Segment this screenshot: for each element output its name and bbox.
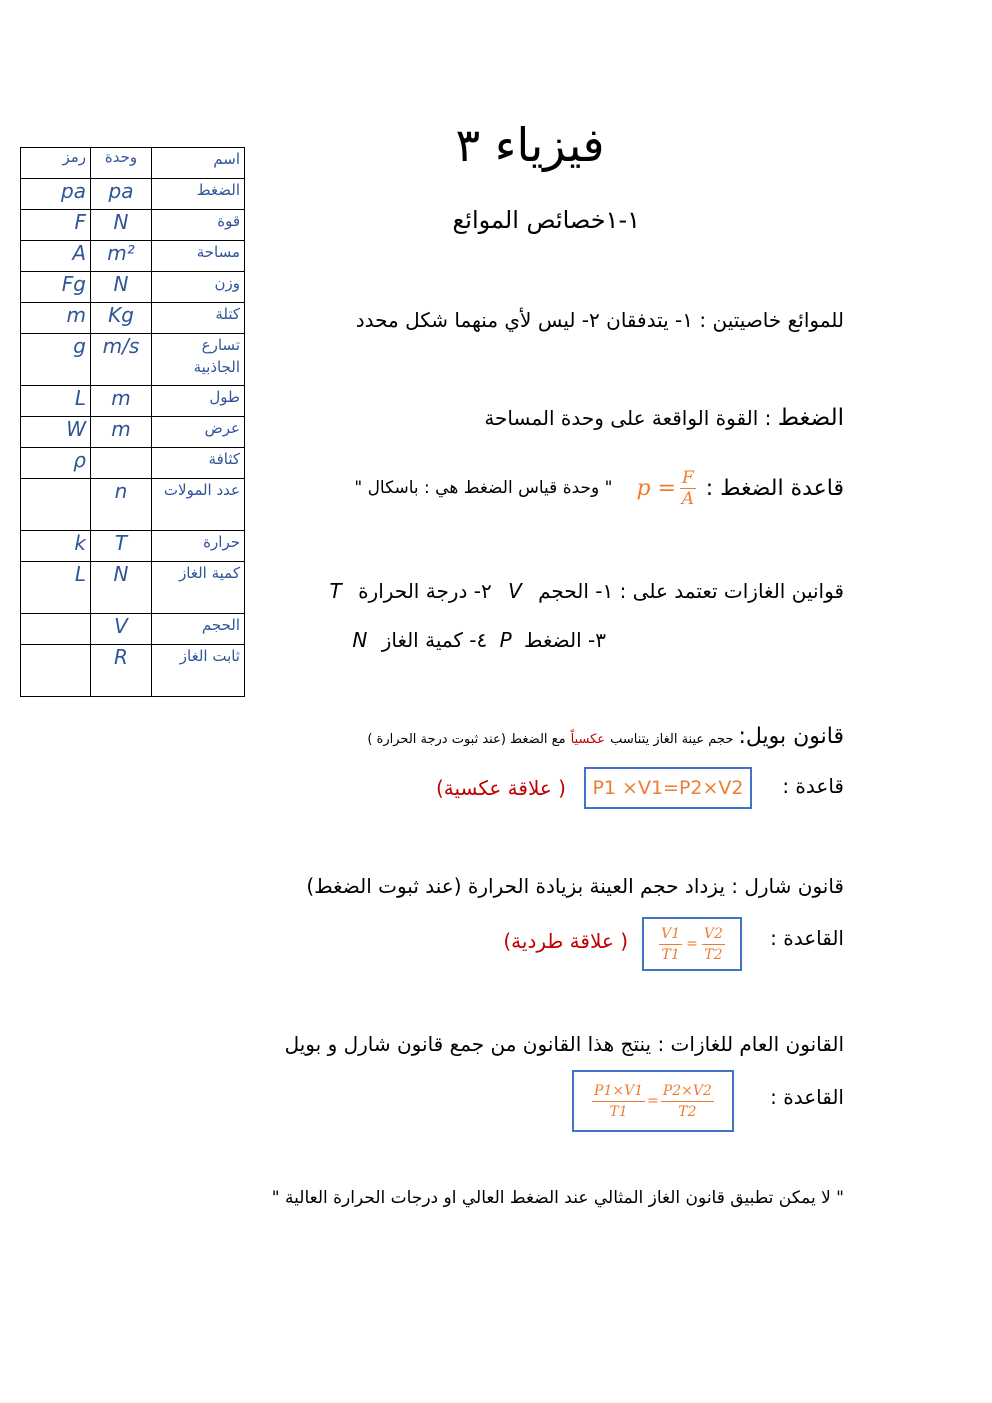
pressure-formula xyxy=(636,468,695,509)
charles-equals: = xyxy=(686,936,698,952)
header-unit: وحدة xyxy=(91,148,152,179)
table-cell-symbol: A xyxy=(21,241,91,272)
table-cell-unit: m/s xyxy=(91,334,152,386)
general-formula xyxy=(572,1070,734,1132)
gas-laws-line-1 xyxy=(330,579,845,603)
table-cell-symbol xyxy=(21,479,91,531)
header-symbol: رمز xyxy=(21,148,91,179)
section-heading: ١-١خصائص الموائع xyxy=(452,206,640,234)
table-row xyxy=(21,334,245,386)
boyle-desc-2: مع الضغط (عند ثبوت درجة الحرارة ) xyxy=(367,732,566,747)
amount-symbol: N xyxy=(352,628,368,652)
pressure-fraction xyxy=(680,468,696,509)
table-cell-symbol: W xyxy=(21,417,91,448)
pressure-rule-label: قاعدة الضغط : xyxy=(705,475,844,501)
pressure-numerator: F xyxy=(681,467,694,488)
table-cell-name: عدد المولات xyxy=(152,479,245,531)
boyle-formula: P1 ×V1=P2×V2 xyxy=(584,767,752,809)
pressure-definition xyxy=(484,405,844,431)
general-fraction-1 xyxy=(592,1081,645,1122)
gas-laws-amount-text: ٤- كمية الغاز xyxy=(381,628,488,652)
table-cell-unit: N xyxy=(91,562,152,614)
table-row xyxy=(21,210,245,241)
table-cell-name: كتلة xyxy=(152,303,245,334)
gas-laws-volume-text: قوانين الغازات تعتمد على : ١- الحجم xyxy=(538,579,844,603)
charles-rule-label: القاعدة : xyxy=(770,926,844,950)
table-cell-name: كثافة xyxy=(152,448,245,479)
table-cell-symbol: pa xyxy=(21,179,91,210)
general-equals: = xyxy=(647,1093,659,1109)
charles-law-line: قانون شارل : يزداد حجم العينة بزيادة الحرارة (عند ثبوت الضغط) xyxy=(306,874,844,898)
boyle-law-line xyxy=(367,724,844,749)
general-den-2: T2 xyxy=(678,1103,697,1120)
table-cell-name: ثابت الغاز xyxy=(152,645,245,697)
table-cell-name: الحجم xyxy=(152,614,245,645)
charles-den-1: T1 xyxy=(661,946,680,963)
charles-num-1: V1 xyxy=(659,924,682,945)
pressure-symbol: P xyxy=(499,628,512,652)
table-cell-name: الضغط xyxy=(152,179,245,210)
charles-formula xyxy=(642,917,742,971)
table-cell-name: حرارة xyxy=(152,531,245,562)
table-cell-unit: m xyxy=(91,386,152,417)
table-row xyxy=(21,531,245,562)
table-cell-unit: m xyxy=(91,417,152,448)
table-cell-symbol: ρ xyxy=(21,448,91,479)
boyle-desc-inverse: عكسياً xyxy=(570,732,606,747)
table-cell-unit: Kg xyxy=(91,303,152,334)
pressure-label: الضغط xyxy=(777,405,844,431)
table-cell-name: مساحة xyxy=(152,241,245,272)
table-cell-unit: pa xyxy=(91,179,152,210)
temperature-symbol: T xyxy=(329,579,342,603)
table-row xyxy=(21,614,245,645)
table-row xyxy=(21,272,245,303)
table-row xyxy=(21,448,245,479)
table-cell-name: وزن xyxy=(152,272,245,303)
table-row xyxy=(21,562,245,614)
charles-fraction-2 xyxy=(702,924,725,965)
general-den-1: T1 xyxy=(609,1103,628,1120)
table-cell-unit: N xyxy=(91,210,152,241)
pressure-denominator: A xyxy=(681,488,695,509)
table-cell-unit: m² xyxy=(91,241,152,272)
table-cell-name: كمية الغاز xyxy=(152,562,245,614)
table-cell-symbol: L xyxy=(21,386,91,417)
gas-laws-temperature-text: ٢- درجة الحرارة xyxy=(358,579,492,603)
table-cell-symbol: g xyxy=(21,334,91,386)
pressure-definition-text: : القوة الواقعة على وحدة المساحة xyxy=(484,406,772,430)
table-cell-unit xyxy=(91,448,152,479)
table-cell-unit: n xyxy=(91,479,152,531)
boyle-rule-label: قاعدة : xyxy=(782,774,844,798)
charles-fraction-1 xyxy=(659,924,682,965)
general-fraction-2 xyxy=(661,1081,714,1122)
table-cell-unit: R xyxy=(91,645,152,697)
table-cell-symbol: m xyxy=(21,303,91,334)
table-cell-symbol: k xyxy=(21,531,91,562)
general-num-1: P1×V1 xyxy=(592,1081,645,1102)
charles-den-2: T2 xyxy=(704,946,723,963)
table-row xyxy=(21,179,245,210)
table-row xyxy=(21,303,245,334)
gas-laws-pressure-text: ٣- الضغط xyxy=(524,628,606,652)
table-cell-name: تسارع الجاذبية xyxy=(152,334,245,386)
page-title: فيزياء ٣ xyxy=(455,118,605,172)
table-cell-unit: N xyxy=(91,272,152,303)
ideal-gas-note: " لا يمكن تطبيق قانون الغاز المثالي عند الضغط العالي او درجات الحرارة العالية " xyxy=(271,1188,844,1208)
table-cell-symbol: Fg xyxy=(21,272,91,303)
table-header-row xyxy=(21,148,245,179)
table-cell-symbol: L xyxy=(21,562,91,614)
general-rule-label: القاعدة : xyxy=(770,1085,844,1109)
table-cell-symbol: F xyxy=(21,210,91,241)
table-cell-name: عرض xyxy=(152,417,245,448)
table-row xyxy=(21,645,245,697)
boyle-law-name: قانون بويل: xyxy=(738,724,844,749)
table-cell-unit: T xyxy=(91,531,152,562)
boyle-relation: ( علاقة عكسية) xyxy=(435,776,566,800)
table-cell-unit: V xyxy=(91,614,152,645)
charles-num-2: V2 xyxy=(702,924,725,945)
table-row xyxy=(21,241,245,272)
general-num-2: P2×V2 xyxy=(661,1081,714,1102)
charles-relation: ( علاقة طردية) xyxy=(503,929,628,953)
pressure-formula-lhs: p = xyxy=(636,475,676,501)
symbols-table xyxy=(20,147,245,697)
header-name: اسم xyxy=(152,148,245,179)
boyle-desc-1: حجم عينة الغاز يتناسب xyxy=(610,732,734,747)
fluid-properties-line: للموائع خاصيتين : ١- يتدفقان ٢- ليس لأي منهما شكل محدد xyxy=(355,308,844,332)
general-law-line: القانون العام للغازات : ينتج هذا القانون من جمع قانون شارل و بويل xyxy=(284,1032,844,1056)
pressure-unit-note: " وحدة قياس الضغط هي : باسكال " xyxy=(354,478,613,498)
table-cell-name: قوة xyxy=(152,210,245,241)
volume-symbol: V xyxy=(508,579,522,603)
gas-laws-line-2 xyxy=(352,628,606,652)
pressure-rule xyxy=(354,458,844,518)
table-cell-name: طول xyxy=(152,386,245,417)
table-row xyxy=(21,417,245,448)
table-row xyxy=(21,386,245,417)
table-cell-symbol xyxy=(21,645,91,697)
table-row xyxy=(21,479,245,531)
table-cell-symbol xyxy=(21,614,91,645)
